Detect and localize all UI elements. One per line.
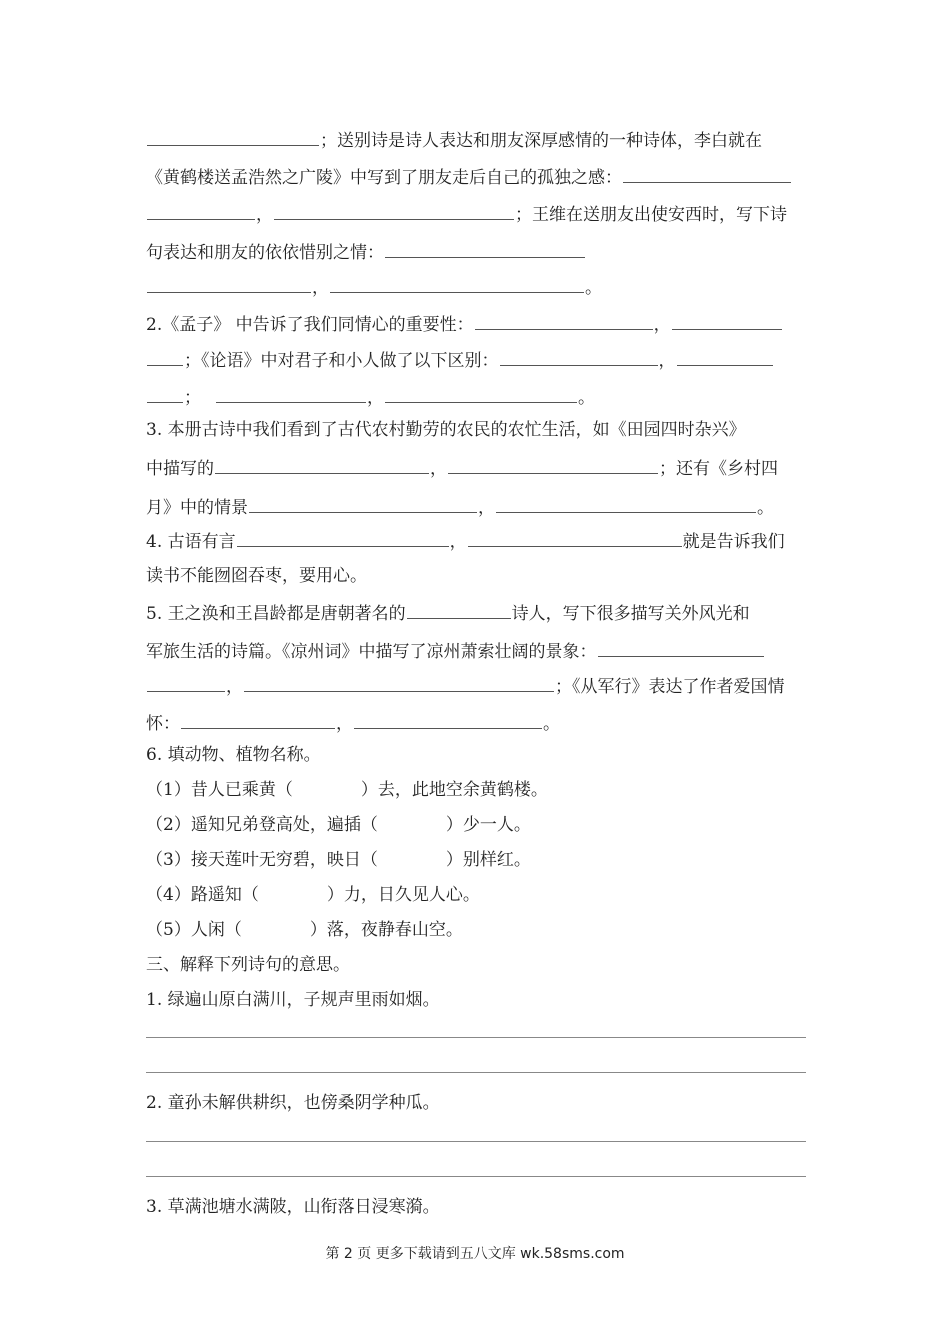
answer-blank[interactable] bbox=[147, 347, 183, 366]
answer-blank[interactable] bbox=[623, 164, 791, 183]
text-segment: ， bbox=[336, 714, 353, 734]
text-line bbox=[146, 673, 806, 698]
text-segment: 3. 草满池塘水满陂，山衔落日浸寒漪。 bbox=[146, 1197, 440, 1217]
answer-blank[interactable] bbox=[496, 494, 756, 513]
answer-blank[interactable] bbox=[672, 311, 782, 330]
text-segment: ， bbox=[312, 278, 329, 298]
answer-blank[interactable] bbox=[181, 710, 335, 729]
text-segment: 读书不能囫囵吞枣，要用心。 bbox=[146, 566, 367, 586]
text-line bbox=[146, 274, 806, 299]
text-segment: （5）人闲（ bbox=[146, 920, 242, 940]
text-segment: ）少一人。 bbox=[445, 815, 531, 835]
text-segment: ， bbox=[449, 532, 467, 552]
text-segment: 。 bbox=[578, 388, 595, 408]
answer-blank[interactable] bbox=[385, 384, 577, 403]
text-segment: 3. 本册古诗中我们看到了古代农村勤劳的农民的农忙生活，如《田园四时杂兴》 bbox=[146, 420, 746, 440]
answer-line[interactable] bbox=[146, 1141, 806, 1142]
answer-blank[interactable] bbox=[244, 673, 554, 692]
text-segment: ， bbox=[256, 205, 273, 225]
answer-blank[interactable] bbox=[147, 201, 255, 220]
text-line bbox=[146, 710, 806, 735]
question-5 bbox=[146, 600, 806, 625]
text-segment: （1）昔人已乘黄（ bbox=[146, 780, 293, 800]
poem-line-3 bbox=[146, 1196, 806, 1218]
answer-blank[interactable] bbox=[468, 528, 682, 547]
answer-blank[interactable] bbox=[330, 274, 584, 293]
answer-blank[interactable] bbox=[249, 494, 477, 513]
fill-item-3 bbox=[146, 849, 806, 871]
text-segment: ， bbox=[430, 459, 447, 479]
question-2 bbox=[146, 311, 806, 336]
text-segment: 三、解释下列诗句的意思。 bbox=[146, 955, 350, 975]
text-segment: 5. 王之涣和王昌龄都是唐朝著名的 bbox=[146, 604, 406, 624]
answer-line[interactable] bbox=[146, 1037, 806, 1038]
poem-line-2 bbox=[146, 1092, 806, 1114]
section-heading bbox=[146, 954, 806, 976]
text-line bbox=[146, 201, 806, 226]
answer-line[interactable] bbox=[146, 1176, 806, 1177]
answer-blank[interactable] bbox=[147, 274, 311, 293]
text-line bbox=[146, 494, 806, 519]
answer-blank[interactable] bbox=[147, 384, 183, 403]
answer-blank[interactable] bbox=[475, 311, 653, 330]
text-line bbox=[146, 384, 806, 409]
text-segment: ， bbox=[653, 315, 671, 335]
answer-blank[interactable] bbox=[274, 201, 514, 220]
text-segment: （3）接天莲叶无穷碧，映日（ bbox=[146, 850, 378, 870]
text-segment: ）落，夜静春山空。 bbox=[309, 920, 463, 940]
text-segment: ）别样红。 bbox=[445, 850, 531, 870]
poem-line-1 bbox=[146, 989, 806, 1011]
answer-blank[interactable] bbox=[677, 347, 773, 366]
text-segment: 4. 古语有言 bbox=[146, 532, 236, 552]
answer-blank[interactable] bbox=[215, 455, 429, 474]
text-segment: ；送别诗是诗人表达和朋友深厚感情的一种诗体，李白就在 bbox=[320, 131, 762, 151]
text-segment: 中描写的 bbox=[146, 459, 214, 479]
text-segment: ；《论语》中对君子和小人做了以下区别： bbox=[184, 351, 499, 371]
text-line bbox=[146, 347, 806, 372]
fill-item-1 bbox=[146, 779, 806, 801]
answer-blank[interactable] bbox=[216, 384, 366, 403]
text-segment: 军旅生活的诗篇。《凉州词》中描写了凉州萧索壮阔的景象： bbox=[146, 642, 597, 662]
text-segment: 《黄鹤楼送孟浩然之广陵》中写到了朋友走后自己的孤独之感： bbox=[146, 168, 622, 188]
text-segment: 。 bbox=[543, 714, 560, 734]
text-segment: 。 bbox=[757, 498, 774, 518]
text-segment: 怀： bbox=[146, 714, 180, 734]
answer-blank[interactable] bbox=[147, 673, 225, 692]
text-segment: 月》中的情景 bbox=[146, 498, 248, 518]
answer-blank[interactable] bbox=[385, 239, 585, 258]
text-segment: ， bbox=[658, 351, 676, 371]
text-segment: ；王维在送朋友出使安西时，写下诗 bbox=[515, 205, 787, 225]
text-segment: ； bbox=[184, 388, 201, 408]
fill-item-4 bbox=[146, 884, 806, 906]
text-segment: （2）遥知兄弟登高处，遍插（ bbox=[146, 815, 378, 835]
answer-blank[interactable] bbox=[237, 528, 449, 547]
text-segment: 句表达和朋友的依依惜别之情： bbox=[146, 243, 384, 263]
text-segment: ， bbox=[478, 498, 495, 518]
answer-blank[interactable] bbox=[407, 600, 511, 619]
text-segment: ）力，日久见人心。 bbox=[326, 885, 480, 905]
text-segment: 就是告诉我们 bbox=[682, 532, 785, 552]
answer-blank[interactable] bbox=[354, 710, 542, 729]
text-line bbox=[146, 455, 806, 480]
question-6 bbox=[146, 744, 806, 766]
text-segment: ；还有《乡村四 bbox=[659, 459, 778, 479]
text-segment: 1. 绿遍山原白满川，子规声里雨如烟。 bbox=[146, 990, 440, 1010]
answer-blank[interactable] bbox=[448, 455, 658, 474]
text-segment: 6. 填动物、植物名称。 bbox=[146, 745, 321, 765]
answer-blank[interactable] bbox=[500, 347, 658, 366]
fill-item-2 bbox=[146, 814, 806, 836]
text-segment: 2. 童孙未解供耕织，也傍桑阴学种瓜。 bbox=[146, 1093, 440, 1113]
text-segment: 2.《孟子》 中告诉了我们同情心的重要性： bbox=[146, 315, 474, 335]
text-segment: 。 bbox=[585, 278, 602, 298]
page-footer: 第 2 页 更多下载请到五八文库 wk.58sms.com bbox=[325, 1246, 625, 1262]
text-segment: ， bbox=[226, 677, 243, 697]
answer-blank[interactable] bbox=[147, 127, 319, 146]
text-line bbox=[146, 164, 806, 189]
fill-item-5 bbox=[146, 919, 806, 941]
text-segment: （4）路遥知（ bbox=[146, 885, 259, 905]
text-line bbox=[146, 565, 806, 587]
question-4 bbox=[146, 528, 806, 553]
text-segment: ， bbox=[367, 388, 384, 408]
text-line bbox=[146, 127, 806, 152]
answer-blank[interactable] bbox=[598, 638, 764, 657]
text-line bbox=[146, 638, 806, 663]
text-segment: ；《从军行》表达了作者爱国情 bbox=[555, 677, 785, 697]
text-segment: ）去，此地空余黄鹤楼。 bbox=[360, 780, 548, 800]
text-line bbox=[146, 239, 806, 264]
text-segment: 诗人，写下很多描写关外风光和 bbox=[511, 604, 750, 624]
question-3 bbox=[146, 419, 806, 441]
answer-line[interactable] bbox=[146, 1072, 806, 1073]
